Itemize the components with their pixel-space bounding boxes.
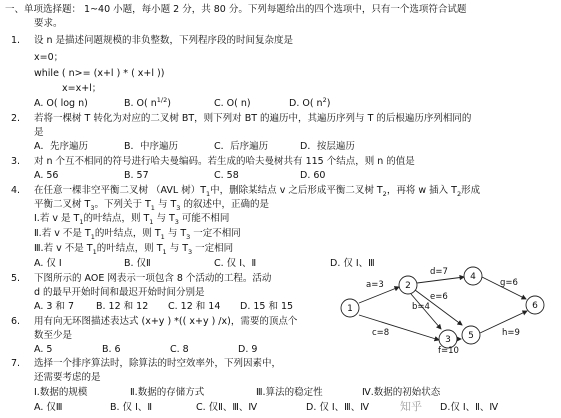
edge-label: a=3: [366, 280, 384, 290]
option-a: A. O( log n): [34, 98, 88, 109]
option-c: C. 12 和 14: [168, 301, 221, 312]
question-stem-cont: d 的最早开始时间和最迟开始时间分别是: [34, 287, 205, 298]
question-stem: 用有向无环图描述表达式 (x+y ) *(( x+y ) /x)，需要的顶点个: [34, 316, 298, 327]
option-a: A. 3 和 7: [34, 301, 74, 312]
option-b: B. 57: [124, 170, 149, 181]
option-b: B. 6: [102, 344, 121, 355]
edge-c: [359, 315, 439, 340]
question-number: 1.: [11, 35, 21, 46]
option-c: C. 58: [214, 170, 239, 181]
edge-label: d=7: [430, 267, 448, 277]
option-d: D. 15 和 15: [240, 301, 294, 312]
option-a: A. 仅 I: [34, 258, 62, 269]
option-c: C. O( n): [214, 98, 251, 109]
option-c: C. 8: [170, 344, 189, 355]
aoe-network-diagram: [338, 265, 550, 355]
edge-label: h=9: [502, 328, 520, 338]
option-a: A. 56: [34, 170, 59, 181]
watermark-zhihu: 知乎: [400, 400, 422, 413]
section-heading-cont: 要求。: [34, 18, 63, 29]
edge-d: [417, 277, 464, 283]
option-d-alt: D.仅 I、Ⅱ、Ⅳ: [440, 402, 499, 413]
question-stem: 若将一棵树 T 转化为对应的二叉树 BT，则下列对 BT 的遍历中，其遍历序列与 T 的后根遍历序列相同的: [34, 113, 472, 124]
factor-i: I.数据的规模: [34, 387, 88, 398]
question-number: 5.: [11, 273, 21, 284]
edge-label: b=4: [412, 302, 430, 312]
code-line: x=x+l；: [62, 83, 102, 94]
edge-label: f=10: [438, 346, 459, 355]
node-label: 5: [468, 331, 474, 341]
question-stem: 下图所示的 AOE 网表示一项包含 8 个活动的工程。活动: [34, 273, 272, 284]
option-c: C. 仅 I、Ⅱ: [214, 258, 257, 269]
question-number: 2.: [11, 113, 21, 124]
question-number: 6.: [11, 316, 21, 327]
option-a: A. 仅Ⅲ: [34, 402, 63, 413]
question-stem: 选择一个排序算法时，除算法的时空效率外，下列因素中，: [34, 358, 282, 369]
option-d: D. 60: [300, 170, 326, 181]
option-b: B. 仅Ⅱ: [124, 258, 151, 269]
option-d: D. 9: [238, 344, 258, 355]
question-stem: 对 n 个互不相同的符号进行哈夫曼编码。若生成的哈夫曼树共有 115 个结点，则 n 的值是: [34, 156, 415, 167]
question-number: 7.: [11, 358, 21, 369]
node-label: 1: [347, 304, 353, 314]
edge-label: c=8: [372, 328, 390, 338]
code-line: while ( n>= (x+l ) * ( x+l )): [34, 68, 165, 79]
option-b: B. 仅 I、Ⅱ: [110, 402, 153, 413]
question-stem-cont: 平衡二叉树 $T_3$。下列关于 $T_1$ 与 $T_3$ 的叙述中，正确的是: [34, 199, 269, 212]
edge-label: g=6: [500, 278, 518, 288]
statement-iii: Ⅲ.若 v 不是 $T_1$的叶结点，则 $T_1$ 与 $T_3$ 一定相同: [34, 243, 234, 256]
node-label: 6: [532, 301, 538, 311]
option-d: D. 仅 I、Ⅲ: [330, 258, 375, 269]
option-c: C. 仅Ⅱ、Ⅲ、Ⅳ: [196, 402, 258, 413]
edge-label: e=6: [430, 292, 448, 302]
option-d: D．按层遍历: [300, 141, 355, 152]
option-d: D. 仅 I、Ⅲ、Ⅳ: [306, 402, 369, 413]
statement-i: I.若 v 是 $T_1$的叶结点，则 $T_1$ 与 $T_3$ 可能不相同: [34, 213, 230, 226]
question-number: 4.: [11, 185, 21, 196]
node-label: 4: [470, 272, 476, 282]
statement-ii: Ⅱ.若 v 不是 $T_1$的叶结点，则 $T_1$ 与 $T_3$ 一定不相同: [34, 228, 241, 241]
option-b: B．中序遍历: [124, 141, 179, 152]
node-label: 3: [445, 335, 451, 345]
option-d: D. O( $n^2$): [289, 95, 331, 109]
factor-iii: Ⅲ.算法的稳定性: [256, 387, 323, 398]
question-stem-cont: 是: [34, 127, 44, 138]
question-number: 3.: [11, 156, 21, 167]
factor-ii: Ⅱ.数据的存储方式: [130, 387, 205, 398]
code-line: x=0；: [34, 52, 64, 63]
factor-iv: Ⅳ.数据的初始状态: [362, 387, 441, 398]
section-heading: 一、单项选择题： 1~40 小题，每小题 2 分，共 80 分。下列每题给出的四个选项中，只有一个选项符合试题: [5, 4, 467, 15]
question-stem: 设 n 是描述问题规模的非负整数，下列程序段的时间复杂度是: [34, 35, 294, 46]
option-a: A．先序遍历: [34, 141, 88, 152]
node-label: 2: [405, 281, 411, 291]
question-stem-cont: 数至少是: [34, 330, 73, 341]
question-stem-cont: 还需要考虑的是: [34, 372, 101, 383]
option-b: B. O( $n^{1/2}$): [124, 95, 171, 109]
option-a: A. 5: [34, 344, 53, 355]
question-stem: 在任意一棵非空平衡二叉树 （AVL 树）$T_1$中，删除某结点 v 之后形成平衡二叉树 $T_2$，再将 w 插入 $T_2$形成: [34, 185, 481, 198]
option-c: C．后序遍历: [214, 141, 269, 152]
option-b: B. 12 和 12: [96, 301, 149, 312]
